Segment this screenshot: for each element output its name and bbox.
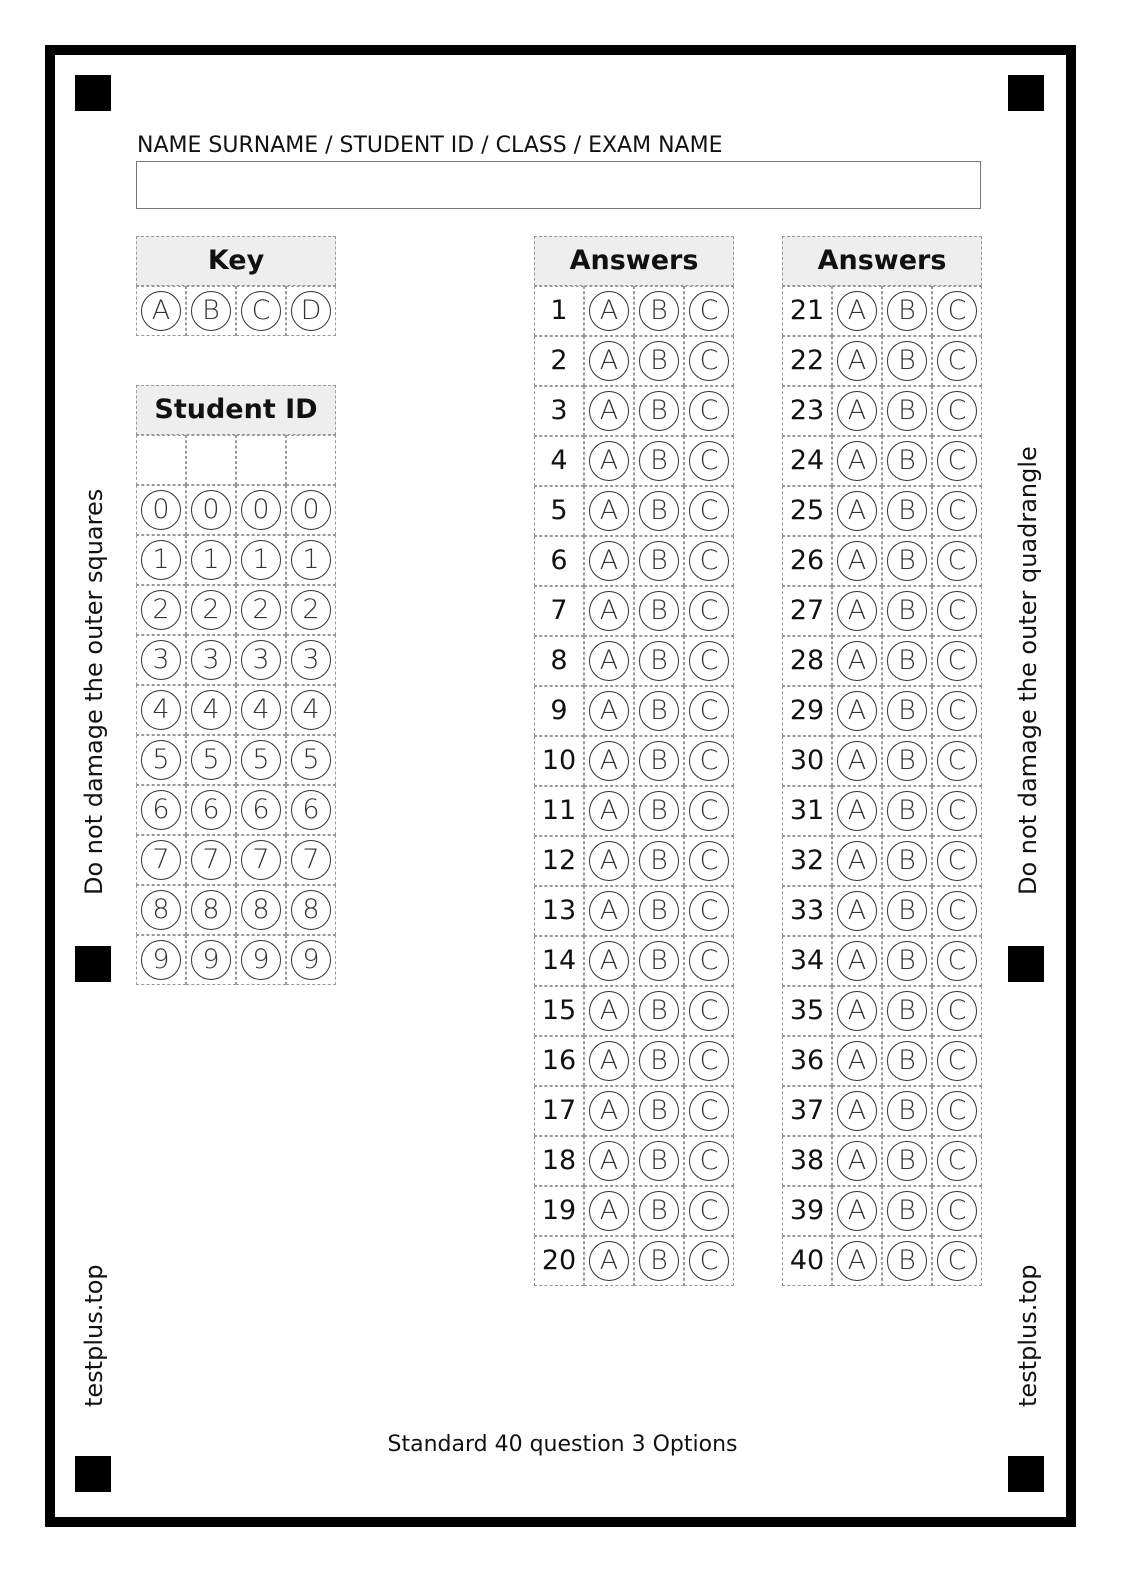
student-id-bubble-5[interactable]: 5	[191, 740, 231, 780]
answer-bubble-b[interactable]: B	[639, 1141, 679, 1181]
student-id-bubble-0[interactable]: 0	[191, 490, 231, 530]
student-id-bubble-9[interactable]: 9	[291, 940, 331, 980]
answer-bubble-b[interactable]: B	[887, 1241, 927, 1281]
answer-bubble-a[interactable]: A	[837, 341, 877, 381]
student-id-bubble-7[interactable]: 7	[291, 840, 331, 880]
name-field[interactable]	[136, 161, 981, 209]
key-bubble-b[interactable]: B	[191, 291, 231, 331]
answer-bubble-c[interactable]: C	[937, 641, 977, 681]
answer-bubble-c[interactable]: C	[937, 791, 977, 831]
student-id-bubble-1[interactable]: 1	[141, 540, 181, 580]
answer-bubble-a[interactable]: A	[589, 1191, 629, 1231]
student-id-bubble-9[interactable]: 9	[191, 940, 231, 980]
answer-bubble-a[interactable]: A	[837, 991, 877, 1031]
answer-bubble-b[interactable]: B	[887, 1141, 927, 1181]
question-number: 35	[789, 995, 825, 1026]
answer-bubble-b[interactable]: B	[639, 1041, 679, 1081]
corner-square-top-left	[75, 75, 111, 111]
answer-bubble-b[interactable]: B	[639, 291, 679, 331]
student-id-bubble-7[interactable]: 7	[241, 840, 281, 880]
question-number: 3	[550, 395, 568, 426]
student-id-panel	[136, 385, 336, 985]
right-brand-text: testplus.top	[1014, 1264, 1042, 1407]
answer-bubble-c[interactable]: C	[937, 891, 977, 931]
answer-bubble-b[interactable]: B	[887, 891, 927, 931]
answer-bubble-a[interactable]: A	[837, 1191, 877, 1231]
answer-bubble-c[interactable]: C	[689, 1141, 729, 1181]
student-id-bubble-2[interactable]: 2	[241, 590, 281, 630]
student-id-bubble-3[interactable]: 3	[141, 640, 181, 680]
answer-bubble-b[interactable]: B	[887, 941, 927, 981]
question-number: 2	[550, 345, 568, 376]
answer-bubble-a[interactable]: A	[837, 841, 877, 881]
student-id-bubble-9[interactable]: 9	[141, 940, 181, 980]
answer-bubble-a[interactable]: A	[589, 641, 629, 681]
student-id-bubble-8[interactable]: 8	[241, 890, 281, 930]
answer-bubble-b[interactable]: B	[639, 341, 679, 381]
answer-bubble-b[interactable]: B	[887, 691, 927, 731]
answer-bubble-a[interactable]: A	[837, 741, 877, 781]
question-number: 5	[550, 495, 568, 526]
answers-panel-2	[782, 236, 982, 1286]
answer-bubble-c[interactable]: C	[937, 1091, 977, 1131]
answer-bubble-c[interactable]: C	[689, 1241, 729, 1281]
answer-bubble-b[interactable]: B	[887, 1091, 927, 1131]
student-id-title: Student ID	[136, 385, 336, 435]
answer-bubble-c[interactable]: C	[937, 941, 977, 981]
answer-bubble-c[interactable]: C	[689, 1191, 729, 1231]
sheet-footer-label: Standard 40 question 3 Options	[387, 1432, 738, 1457]
right-warning-text: Do not damage the outer quadrangle	[1014, 446, 1042, 895]
answer-bubble-b[interactable]: B	[639, 541, 679, 581]
student-id-bubble-3[interactable]: 3	[241, 640, 281, 680]
question-number: 29	[789, 695, 825, 726]
student-id-bubble-9[interactable]: 9	[241, 940, 281, 980]
question-number: 32	[789, 845, 825, 876]
answer-bubble-c[interactable]: C	[937, 741, 977, 781]
answer-bubble-c[interactable]: C	[689, 941, 729, 981]
side-square-left	[75, 946, 111, 982]
answer-bubble-c[interactable]: C	[937, 441, 977, 481]
student-id-bubble-5[interactable]: 5	[141, 740, 181, 780]
answer-bubble-c[interactable]: C	[689, 391, 729, 431]
answer-bubble-b[interactable]: B	[639, 841, 679, 881]
answer-bubble-c[interactable]: C	[689, 1041, 729, 1081]
answer-bubble-a[interactable]: A	[589, 591, 629, 631]
answer-bubble-a[interactable]: A	[837, 441, 877, 481]
answer-bubble-c[interactable]: C	[689, 441, 729, 481]
answer-bubble-c[interactable]: C	[937, 991, 977, 1031]
answer-bubble-b[interactable]: B	[639, 741, 679, 781]
answer-bubble-a[interactable]: A	[589, 441, 629, 481]
key-panel	[136, 236, 336, 336]
side-square-right	[1008, 946, 1044, 982]
student-id-bubble-6[interactable]: 6	[141, 790, 181, 830]
question-number: 7	[550, 595, 568, 626]
question-number: 9	[550, 695, 568, 726]
student-id-entry-box[interactable]	[136, 435, 186, 485]
answer-bubble-a[interactable]: A	[589, 1041, 629, 1081]
answer-bubble-a[interactable]: A	[837, 791, 877, 831]
answer-bubble-c[interactable]: C	[689, 591, 729, 631]
answer-bubble-a[interactable]: A	[589, 491, 629, 531]
answer-bubble-c[interactable]: C	[689, 341, 729, 381]
answer-bubble-a[interactable]: A	[589, 791, 629, 831]
answer-bubble-c[interactable]: C	[937, 1191, 977, 1231]
answer-bubble-b[interactable]: B	[887, 441, 927, 481]
question-number: 34	[789, 945, 825, 976]
question-number: 38	[789, 1145, 825, 1176]
answer-bubble-b[interactable]: B	[887, 991, 927, 1031]
student-id-bubble-8[interactable]: 8	[191, 890, 231, 930]
question-number: 36	[789, 1045, 825, 1076]
question-number: 27	[789, 595, 825, 626]
answer-bubble-c[interactable]: C	[937, 1041, 977, 1081]
question-number: 8	[550, 645, 568, 676]
answer-bubble-c[interactable]: C	[937, 1141, 977, 1181]
student-id-bubble-7[interactable]: 7	[191, 840, 231, 880]
student-id-bubble-0[interactable]: 0	[291, 490, 331, 530]
answer-bubble-a[interactable]: A	[837, 491, 877, 531]
answer-bubble-a[interactable]: A	[589, 891, 629, 931]
student-id-bubble-7[interactable]: 7	[141, 840, 181, 880]
question-number: 22	[789, 345, 825, 376]
student-id-bubble-3[interactable]: 3	[191, 640, 231, 680]
answer-bubble-b[interactable]: B	[639, 891, 679, 931]
key-title: Key	[136, 236, 336, 286]
answer-bubble-a[interactable]: A	[837, 1141, 877, 1181]
answer-bubble-a[interactable]: A	[837, 641, 877, 681]
answer-bubble-a[interactable]: A	[589, 291, 629, 331]
corner-square-top-right	[1008, 75, 1044, 111]
question-number: 21	[789, 295, 825, 326]
question-number: 33	[789, 895, 825, 926]
answer-bubble-b[interactable]: B	[639, 1191, 679, 1231]
key-bubble-a[interactable]: A	[141, 291, 181, 331]
answer-bubble-a[interactable]: A	[589, 991, 629, 1031]
answer-bubble-a[interactable]: A	[589, 1091, 629, 1131]
answer-bubble-a[interactable]: A	[837, 591, 877, 631]
corner-square-bottom-left	[75, 1456, 111, 1492]
answer-bubble-c[interactable]: C	[937, 491, 977, 531]
left-warning-text: Do not damage the outer squares	[80, 488, 108, 895]
student-id-bubble-6[interactable]: 6	[291, 790, 331, 830]
answer-bubble-a[interactable]: A	[589, 341, 629, 381]
corner-square-bottom-right	[1008, 1456, 1044, 1492]
student-id-bubble-8[interactable]: 8	[291, 890, 331, 930]
student-id-bubble-2[interactable]: 2	[191, 590, 231, 630]
question-number: 17	[541, 1095, 577, 1126]
answer-bubble-c[interactable]: C	[689, 491, 729, 531]
answer-bubble-c[interactable]: C	[689, 791, 729, 831]
answer-bubble-a[interactable]: A	[589, 941, 629, 981]
answer-bubble-b[interactable]: B	[887, 391, 927, 431]
answers-title-2: Answers	[782, 236, 982, 286]
answer-bubble-b[interactable]: B	[639, 1091, 679, 1131]
answer-bubble-c[interactable]: C	[937, 591, 977, 631]
answer-bubble-b[interactable]: B	[887, 491, 927, 531]
name-field-label: NAME SURNAME / STUDENT ID / CLASS / EXAM NAME	[137, 133, 723, 158]
answer-bubble-b[interactable]: B	[887, 741, 927, 781]
question-number: 37	[789, 1095, 825, 1126]
answer-bubble-a[interactable]: A	[837, 1041, 877, 1081]
answer-bubble-b[interactable]: B	[639, 391, 679, 431]
answer-bubble-b[interactable]: B	[887, 1191, 927, 1231]
question-number: 15	[541, 995, 577, 1026]
answer-bubble-a[interactable]: A	[589, 741, 629, 781]
answer-bubble-b[interactable]: B	[639, 641, 679, 681]
student-id-bubble-5[interactable]: 5	[241, 740, 281, 780]
student-id-bubble-0[interactable]: 0	[141, 490, 181, 530]
answer-bubble-c[interactable]: C	[689, 541, 729, 581]
student-id-entry-box[interactable]	[186, 435, 236, 485]
answer-bubble-b[interactable]: B	[639, 491, 679, 531]
answer-bubble-c[interactable]: C	[937, 391, 977, 431]
answer-bubble-c[interactable]: C	[689, 741, 729, 781]
question-number: 6	[550, 545, 568, 576]
question-number: 18	[541, 1145, 577, 1176]
left-brand-text: testplus.top	[80, 1264, 108, 1407]
question-number: 26	[789, 545, 825, 576]
answer-bubble-c[interactable]: C	[937, 1241, 977, 1281]
question-number: 28	[789, 645, 825, 676]
answer-bubble-a[interactable]: A	[589, 841, 629, 881]
key-bubble-c[interactable]: C	[241, 291, 281, 331]
answer-bubble-c[interactable]: C	[689, 891, 729, 931]
answer-bubble-a[interactable]: A	[837, 391, 877, 431]
answer-bubble-c[interactable]: C	[689, 641, 729, 681]
answer-bubble-b[interactable]: B	[639, 941, 679, 981]
answer-bubble-b[interactable]: B	[887, 541, 927, 581]
student-id-bubble-4[interactable]: 4	[141, 690, 181, 730]
answer-bubble-a[interactable]: A	[837, 541, 877, 581]
student-id-bubble-2[interactable]: 2	[291, 590, 331, 630]
answer-bubble-b[interactable]: B	[887, 791, 927, 831]
student-id-bubble-3[interactable]: 3	[291, 640, 331, 680]
answer-bubble-b[interactable]: B	[887, 841, 927, 881]
student-id-bubble-4[interactable]: 4	[191, 690, 231, 730]
question-number: 4	[550, 445, 568, 476]
answer-bubble-b[interactable]: B	[887, 1041, 927, 1081]
answer-bubble-b[interactable]: B	[887, 641, 927, 681]
student-id-entry-box[interactable]	[286, 435, 336, 485]
student-id-bubble-5[interactable]: 5	[291, 740, 331, 780]
question-number: 11	[541, 795, 577, 826]
answer-bubble-a[interactable]: A	[837, 291, 877, 331]
answers-title-1: Answers	[534, 236, 734, 286]
student-id-entry-box[interactable]	[236, 435, 286, 485]
student-id-bubble-1[interactable]: 1	[241, 540, 281, 580]
answer-bubble-c[interactable]: C	[937, 691, 977, 731]
question-number: 39	[789, 1195, 825, 1226]
answer-bubble-b[interactable]: B	[639, 1241, 679, 1281]
question-number: 12	[541, 845, 577, 876]
answer-bubble-a[interactable]: A	[589, 1241, 629, 1281]
student-id-bubble-1[interactable]: 1	[191, 540, 231, 580]
answer-bubble-b[interactable]: B	[887, 591, 927, 631]
answer-bubble-a[interactable]: A	[837, 1091, 877, 1131]
question-number: 31	[789, 795, 825, 826]
answer-bubble-a[interactable]: A	[837, 691, 877, 731]
question-number: 16	[541, 1045, 577, 1076]
question-number: 14	[541, 945, 577, 976]
answer-bubble-c[interactable]: C	[937, 541, 977, 581]
answer-bubble-c[interactable]: C	[689, 1091, 729, 1131]
answer-bubble-a[interactable]: A	[589, 391, 629, 431]
question-number: 19	[541, 1195, 577, 1226]
question-number: 20	[541, 1245, 577, 1276]
answers-panel-1	[534, 236, 734, 1286]
answer-bubble-c[interactable]: C	[689, 991, 729, 1031]
answer-bubble-b[interactable]: B	[887, 291, 927, 331]
student-id-bubble-1[interactable]: 1	[291, 540, 331, 580]
answer-bubble-a[interactable]: A	[837, 1241, 877, 1281]
answer-bubble-c[interactable]: C	[689, 841, 729, 881]
answer-bubble-a[interactable]: A	[837, 941, 877, 981]
question-number: 24	[789, 445, 825, 476]
answer-bubble-c[interactable]: C	[937, 341, 977, 381]
student-id-bubble-8[interactable]: 8	[141, 890, 181, 930]
question-number: 10	[541, 745, 577, 776]
key-bubble-d[interactable]: D	[291, 291, 331, 331]
student-id-bubble-0[interactable]: 0	[241, 490, 281, 530]
question-number: 25	[789, 495, 825, 526]
answer-bubble-c[interactable]: C	[937, 841, 977, 881]
question-number: 23	[789, 395, 825, 426]
answer-bubble-b[interactable]: B	[639, 441, 679, 481]
question-number: 13	[541, 895, 577, 926]
answer-bubble-c[interactable]: C	[689, 691, 729, 731]
student-id-bubble-6[interactable]: 6	[191, 790, 231, 830]
answer-bubble-c[interactable]: C	[689, 291, 729, 331]
answer-bubble-a[interactable]: A	[589, 691, 629, 731]
student-id-bubble-4[interactable]: 4	[291, 690, 331, 730]
answer-bubble-b[interactable]: B	[639, 791, 679, 831]
answer-bubble-a[interactable]: A	[589, 1141, 629, 1181]
question-number: 1	[550, 295, 568, 326]
answer-bubble-b[interactable]: B	[639, 991, 679, 1031]
answer-bubble-c[interactable]: C	[937, 291, 977, 331]
answer-bubble-b[interactable]: B	[639, 591, 679, 631]
answer-bubble-a[interactable]: A	[837, 891, 877, 931]
question-number: 40	[789, 1245, 825, 1276]
answer-bubble-a[interactable]: A	[589, 541, 629, 581]
answer-bubble-b[interactable]: B	[639, 691, 679, 731]
question-number: 30	[789, 745, 825, 776]
answer-bubble-b[interactable]: B	[887, 341, 927, 381]
student-id-bubble-4[interactable]: 4	[241, 690, 281, 730]
student-id-bubble-2[interactable]: 2	[141, 590, 181, 630]
student-id-bubble-6[interactable]: 6	[241, 790, 281, 830]
